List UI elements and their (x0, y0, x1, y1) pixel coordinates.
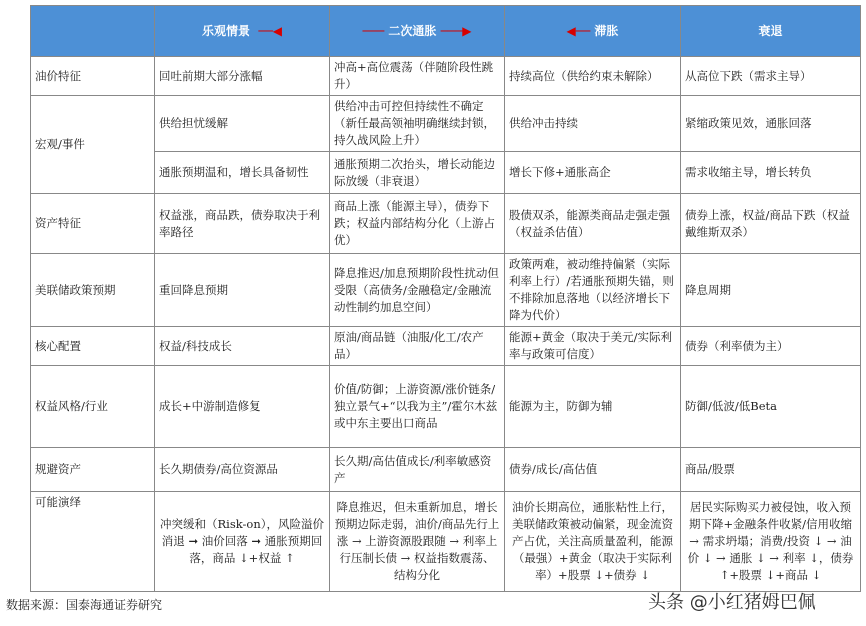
cell-stagflation: 油价长期高位，通胀粘性上行，美联储政策被动偏紧，现金流资产占优，关注高质量盈利，能源（最强）+黄金（取决于实际利率）+股票 ↓+债券 ↓ (505, 492, 681, 592)
cell-secondary-inflation: 供给冲击可控但持续性不确定（新任最高领袖明确继续封锁，持久战风险上升） (330, 96, 505, 152)
cell-optimistic: 冲突缓和（Risk-on），风险溢价消退 ➞ 油价回落 ➞ 通胀预期回落，商品 ↓+权益 ↑ (155, 492, 330, 592)
cell-optimistic: 权益涨，商品跌，债券取决于利率路径 (155, 194, 330, 254)
row-label: 规避资产 (31, 448, 155, 492)
cell-recession: 商品/股票 (681, 448, 861, 492)
header-optimistic-label: 乐观情景 (201, 23, 250, 38)
scenario-table (30, 5, 861, 592)
row-label: 权益风格/行业 (31, 366, 155, 448)
cell-stagflation: 政策两难，被动维持偏紧（实际利率上行）/若通胀预期失锚，则不排除加息落地（以经济增长下降为代价） (505, 254, 681, 327)
table-row (31, 366, 861, 448)
header-secondary-inflation-label: 二次通胀 (388, 23, 437, 38)
cell-recession: 债券（利率债为主） (681, 327, 861, 366)
cell-secondary-inflation: 降息推迟/加息预期阶段性扰动但受限（高债务/金融稳定/金融流动性制约加息空间） (330, 254, 505, 327)
table-row (31, 152, 861, 194)
arrow-right-icon: ──◀ (254, 23, 283, 38)
header-secondary-inflation (330, 6, 505, 57)
cell-optimistic: 回吐前期大部分涨幅 (155, 57, 330, 96)
cell-secondary-inflation: 价值/防御；上游资源/涨价链条/独立景气+“以我为主”/霍尔木兹或中东主要出口商品 (330, 366, 505, 448)
cell-optimistic: 长久期债券/高位资源品 (155, 448, 330, 492)
header-corner (31, 6, 155, 57)
header-recession (681, 6, 861, 57)
cell-stagflation: 债券/成长/高估值 (505, 448, 681, 492)
row-label: 美联储政策预期 (31, 254, 155, 327)
table-row (31, 57, 861, 96)
row-label: 可能演绎 (31, 492, 155, 592)
cell-recession: 防御/低波/低Beta (681, 366, 861, 448)
cell-recession: 需求收缩主导，增长转负 (681, 152, 861, 194)
row-label: 资产特征 (31, 194, 155, 254)
cell-stagflation: 持续高位（供给约束未解除） (505, 57, 681, 96)
cell-recession: 降息周期 (681, 254, 861, 327)
arrow-head-right-icon: ───▶ (440, 23, 472, 38)
cell-optimistic: 成长+中游制造修复 (155, 366, 330, 448)
header-stagflation-label: 滞胀 (594, 23, 619, 38)
header-row (31, 6, 861, 57)
arrow-left-head-icon: ◀── (566, 23, 591, 38)
table-row (31, 194, 861, 254)
cell-secondary-inflation: 原油/商品链（油服/化工/农产品） (330, 327, 505, 366)
cell-secondary-inflation: 商品上涨（能源主导），债券下跌；权益内部结构分化（上游占优） (330, 194, 505, 254)
row-label: 油价特征 (31, 57, 155, 96)
header-stagflation (505, 6, 681, 57)
cell-recession: 从高位下跌（需求主导） (681, 57, 861, 96)
cell-secondary-inflation: 长久期/高估值成长/利率敏感资产 (330, 448, 505, 492)
cell-recession: 居民实际购买力被侵蚀，收入预期下降+金融条件收紧/信用收缩 → 需求坍塌；消费/投资 ↓ → 油价 ↓ → 通胀 ↓ → 利率 ↓，债券 ↑+股票 ↓+商品 ↓ (681, 492, 861, 592)
cell-stagflation: 供给冲击持续 (505, 96, 681, 152)
cell-recession: 债券上涨，权益/商品下跌（权益戴维斯双杀） (681, 194, 861, 254)
cell-stagflation: 股债双杀，能源类商品走强走强（权益杀估值） (505, 194, 681, 254)
cell-optimistic: 权益/科技成长 (155, 327, 330, 366)
row-label: 核心配置 (31, 327, 155, 366)
table-row (31, 254, 861, 327)
cell-optimistic: 重回降息预期 (155, 254, 330, 327)
scenario-table-wrap (30, 5, 860, 592)
cell-recession: 紧缩政策见效，通胀回落 (681, 96, 861, 152)
arrow-line-icon: ─── (362, 23, 385, 38)
table-row (31, 327, 861, 366)
table-row (31, 492, 861, 592)
cell-optimistic: 通胀预期温和，增长具备韧性 (155, 152, 330, 194)
cell-stagflation: 能源为主，防御为辅 (505, 366, 681, 448)
header-optimistic (155, 6, 330, 57)
cell-secondary-inflation: 冲高+高位震荡（伴随阶段性跳升） (330, 57, 505, 96)
cell-secondary-inflation: 降息推迟，但未重新加息，增长预期边际走弱，油价/商品先行上涨 → 上游资源股跟随 → 利率上行压制长债 → 权益指数震荡、结构分化 (330, 492, 505, 592)
watermark: 头条 @小红猪姆巴佩 (648, 592, 816, 613)
cell-stagflation: 能源+黄金（取决于美元/实际利率与政策可信度） (505, 327, 681, 366)
data-source-note: 数据来源：国泰海通证券研究 (6, 598, 163, 612)
cell-optimistic: 供给担忧缓解 (155, 96, 330, 152)
row-label: 宏观/事件 (31, 96, 155, 194)
cell-stagflation: 增长下修+通胀高企 (505, 152, 681, 194)
cell-secondary-inflation: 通胀预期二次抬头，增长动能边际放缓（非衰退） (330, 152, 505, 194)
table-row (31, 96, 861, 152)
table-row (31, 448, 861, 492)
header-recession-label: 衰退 (758, 23, 783, 38)
